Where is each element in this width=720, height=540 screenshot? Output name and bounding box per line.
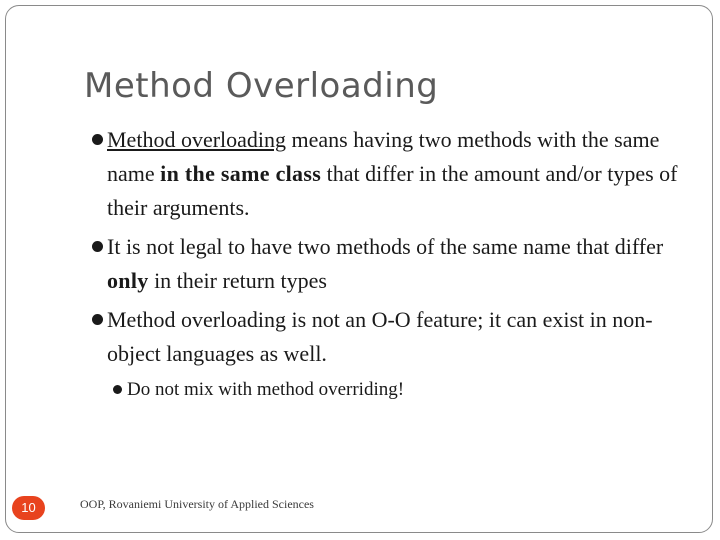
bullet-dot-icon xyxy=(92,314,103,325)
bullet-dot-icon xyxy=(92,134,103,145)
slide-title: Method Overloading xyxy=(84,66,439,106)
bullet-item xyxy=(92,230,687,298)
bullet-item xyxy=(92,123,687,225)
bullet-text xyxy=(107,230,687,298)
bullet-text-part: means having two methods with the same name xyxy=(107,127,660,186)
sub-bullet-text: Do not mix with method overriding! xyxy=(127,379,405,400)
emphasis-text: only xyxy=(107,268,149,293)
bullet-dot-icon xyxy=(113,385,122,394)
slide-frame xyxy=(5,5,713,533)
bullet-text-part: in their return types xyxy=(148,268,327,293)
sub-bullet-item xyxy=(113,376,404,404)
bullet-text: Method overloading is not an O-O feature; it can exist in non-object languages as well. xyxy=(107,307,653,366)
bullet-text-part: It is not legal to have two methods of the same name that differ xyxy=(107,234,664,259)
bullet-text-part: that differ in the amount and/or types of their arguments. xyxy=(107,161,678,220)
page-number-badge: 10 xyxy=(12,496,45,520)
term-method-overloading: Method overloading xyxy=(107,127,287,152)
bullet-item xyxy=(92,303,687,371)
bullet-dot-icon xyxy=(92,241,103,252)
slide-footer: OOP, Rovaniemi University of Applied Sciences xyxy=(80,497,314,511)
bullet-text xyxy=(107,123,687,225)
emphasis-text: in the same class xyxy=(160,161,322,186)
